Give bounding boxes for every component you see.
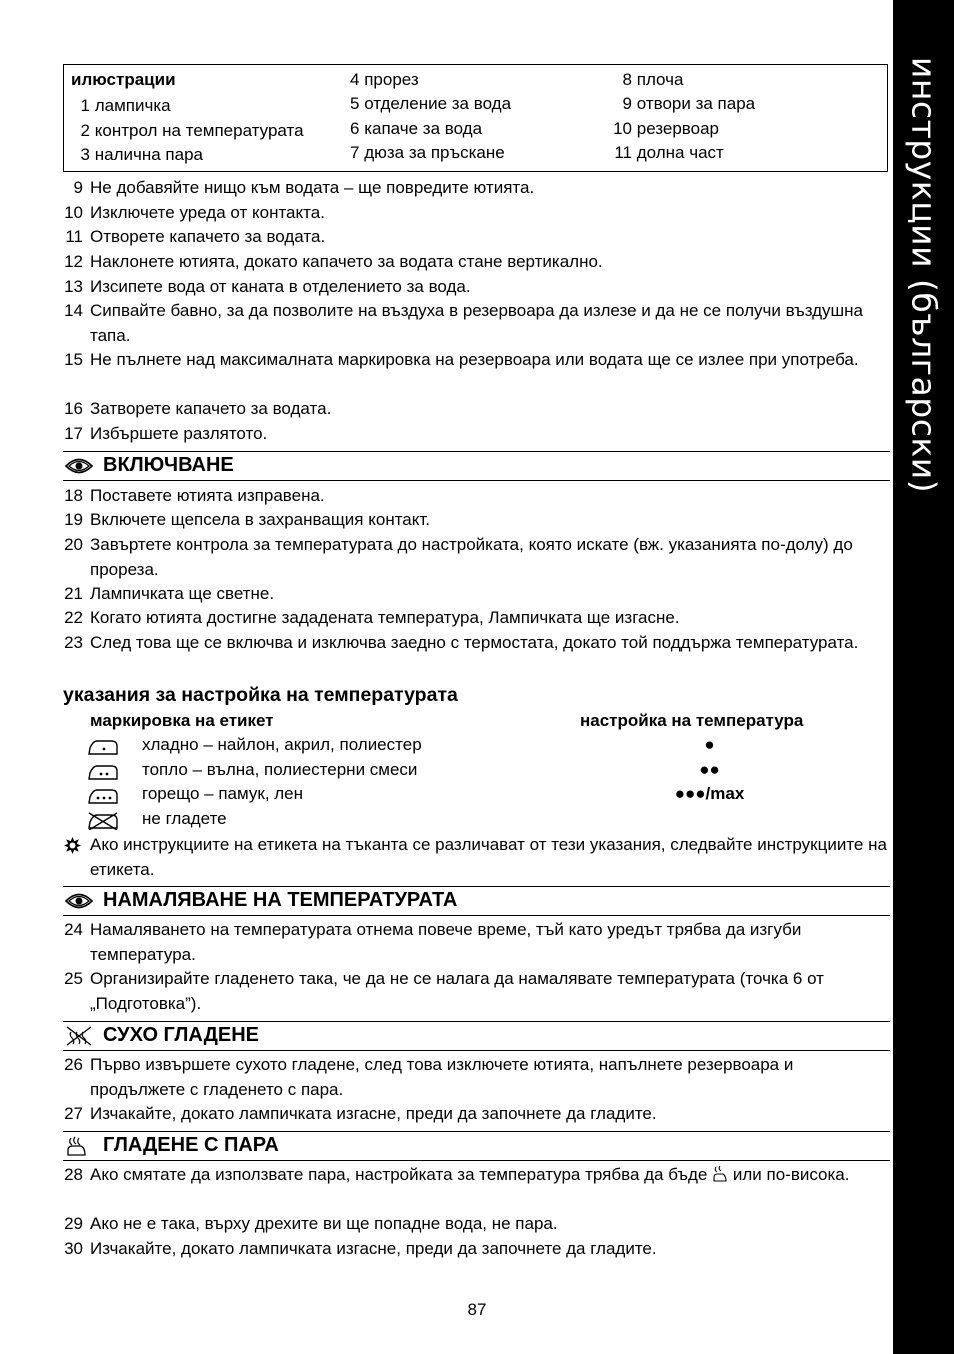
illustration-item: 6 капаче за вода: [350, 119, 483, 138]
step-item: 20 Завъртете контрола за температурата до настройката, която искате (вж. указанията по-долу) до прореза.: [64, 535, 853, 579]
no-steam-icon: [65, 1026, 93, 1046]
illustration-item: 11 долна част: [614, 143, 724, 162]
temp-desc: не гладете: [142, 809, 227, 828]
eye-icon: [65, 456, 93, 476]
step-item: 12 Наклонете ютията, докато капачето за водата стане вертикално.: [64, 252, 603, 271]
step-item: 30 Изчакайте, докато лампичката изгасне, преди да започнете да гладите.: [64, 1239, 657, 1258]
illustration-item: 7 дюза за пръскане: [350, 143, 505, 162]
step-item: 25 Организирайте гладенето така, че да не се налага да намалявате температурата (точка 6 от „Подготовка”).: [64, 969, 824, 1013]
temp-desc: хладно – найлон, акрил, полиестер: [142, 735, 422, 754]
temp-row: [63, 760, 891, 784]
steam-icon: [65, 1136, 93, 1156]
section-heading-on: [63, 451, 890, 481]
illustrations-title: илюстрации: [71, 70, 176, 89]
temp-row: [63, 809, 891, 833]
iron-two-dots-icon: [87, 763, 119, 781]
section-title: НАМАЛЯВАНЕ НА ТЕМПЕРАТУРАТА: [103, 889, 458, 911]
step-item: 23 След това ще се включва и изключва заедно с термостата, докато той поддържа температурата.: [64, 633, 859, 652]
step-item: 18 Поставете ютията изправена.: [64, 486, 325, 505]
step-item: 19 Включете щепсела в захранващия контакт.: [64, 510, 431, 529]
iron-three-dots-icon: [87, 787, 119, 805]
section-title: ГЛАДЕНЕ С ПАРА: [103, 1134, 279, 1156]
section-heading-reduce: [63, 886, 890, 916]
step-item: 17 Избършете разлятото.: [64, 424, 268, 443]
section-title: СУХО ГЛАДЕНЕ: [103, 1024, 259, 1046]
temp-guide-title: указания за настройка на температурата: [63, 684, 458, 706]
step-item: 29 Ако не е така, върху дрехите ви ще попадне вода, не пара.: [64, 1214, 558, 1233]
illustration-item: 8 плоча: [622, 70, 684, 89]
step-item: 21 Лампичката ще светне.: [64, 584, 275, 603]
temp-setting: ●●: [699, 760, 720, 779]
iron-one-dot-icon: [87, 738, 119, 756]
col-setting-header: настройка на температура: [580, 711, 804, 730]
temp-desc: горещо – памук, лен: [142, 784, 304, 803]
eye-icon: [65, 891, 93, 911]
illustration-item: 3 налична пара: [80, 145, 203, 164]
step-item: 14 Сипвайте бавно, за да позволите на въздуха в резервоара да излезе и да не се получи въздушна тапа.: [64, 301, 864, 345]
illustration-item: 4 прорез: [350, 70, 419, 89]
temp-setting: ●●●/max: [674, 784, 745, 803]
sidebar-title: инструкции (български): [904, 56, 943, 494]
sun-icon: [64, 837, 81, 854]
section-title: ВКЛЮЧВАНЕ: [103, 454, 234, 476]
col-label-header: маркировка на етикет: [90, 711, 274, 730]
temp-row: [63, 735, 891, 759]
step-item: 11 Отворете капачето за водата.: [65, 227, 326, 246]
illustration-item: 2 контрол на температурата: [80, 121, 304, 140]
step-item: 9 Не добавяйте нищо към водата – ще повредите ютията.: [73, 178, 535, 197]
section-heading-steam: [63, 1131, 890, 1161]
step-item: 13 Изсипете вода от каната в отделението за вода.: [64, 277, 471, 296]
iron-crossed-icon: [87, 812, 119, 830]
step-item: 27 Изчакайте, докато лампичката изгасне, преди да започнете да гладите.: [64, 1104, 657, 1123]
temp-setting: ●: [704, 735, 715, 754]
temp-row: [63, 784, 891, 808]
step-item: 16 Затворете капачето за водата.: [64, 399, 332, 418]
temp-note: Ако инструкциите на етикета на тъканта се различават от тези указания, следвайте инструкциите на етикета.: [63, 833, 891, 882]
illustration-item: 9 отвори за пара: [622, 94, 756, 113]
illustration-item: 5 отделение за вода: [350, 94, 512, 113]
steam-icon: [712, 1166, 728, 1182]
step-item: 26 Първо извършете сухото гладене, след това изключете ютията, напълнете резервоара и продължете с гладенето с пара.: [64, 1055, 794, 1099]
illustrations-box: [63, 64, 888, 172]
temp-desc: топло – вълна, полиестерни смеси: [142, 760, 418, 779]
section-heading-dry: [63, 1021, 890, 1051]
step-item: 24 Намаляването на температурата отнема повече време, тъй като уредът трябва да изгуби температура.: [64, 920, 802, 964]
step-item: 10 Изключете уреда от контакта.: [64, 203, 325, 222]
step-item: 28 Ако смятате да използвате пара, настройката за температура трябва да бъде или по-висока.: [64, 1165, 850, 1184]
step-item: 15 Не пълнете над максималната маркировка на резервоара или водата ще се излее при употреба.: [64, 350, 859, 369]
illustration-item: 1 лампичка: [80, 96, 171, 115]
page-number: 87: [467, 1300, 487, 1319]
illustration-item: 10 резервоар: [613, 119, 719, 138]
step-item: 22 Когато ютията достигне зададената температура, Лампичката ще изгасне.: [64, 608, 680, 627]
